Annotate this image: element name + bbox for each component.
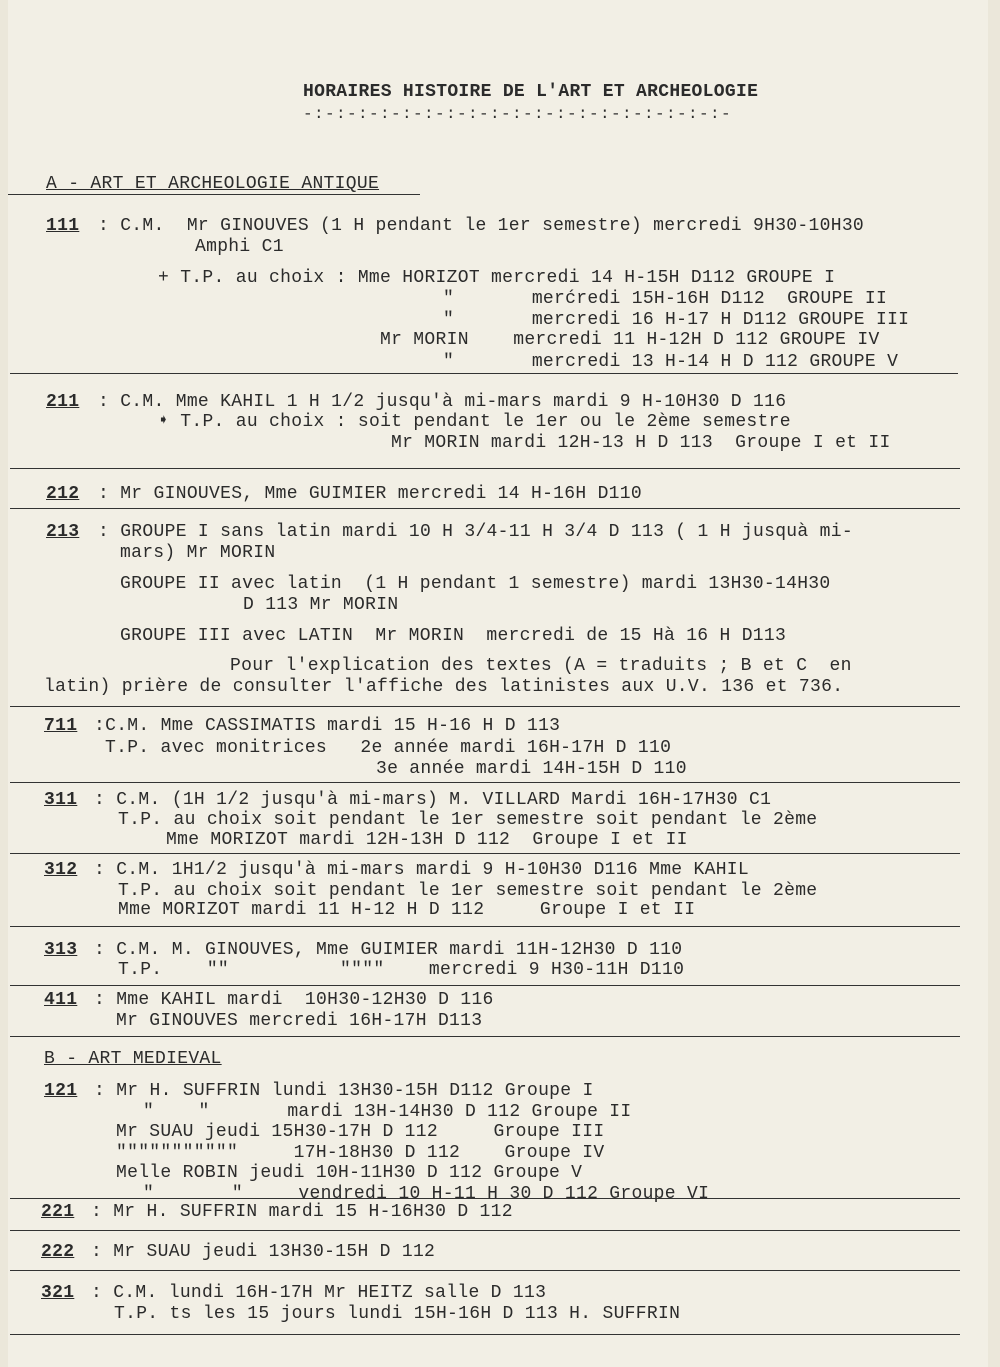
- divider: [10, 373, 958, 374]
- divider: [10, 706, 960, 707]
- course-321-line: T.P. ts les 15 jours lundi 15H-16H D 113 H. SUFFRIN: [114, 1304, 681, 1324]
- course-213-line: D 113 Mr MORIN: [243, 595, 399, 615]
- course-121-line: """"""""""" 17H-18H30 D 112 Groupe IV: [116, 1143, 605, 1163]
- course-212-line: : Mr GINOUVES, Mme GUIMIER mercredi 14 H-16H D110: [98, 484, 642, 504]
- divider: [10, 985, 960, 986]
- document-page: [8, 0, 988, 1367]
- course-312-line: : C.M. 1H1/2 jusqu'à mi-mars mardi 9 H-10H30 D116 Mme KAHIL: [94, 860, 750, 880]
- course-number-213: 213: [46, 522, 80, 542]
- course-number-411: 411: [44, 990, 78, 1010]
- course-number-212: 212: [46, 484, 80, 504]
- course-111-line: " mercredi 16 H-17 H D112 GROUPE III: [443, 310, 910, 330]
- course-111-line: Amphi C1: [195, 237, 284, 257]
- course-number-222: 222: [41, 1242, 75, 1262]
- divider: [8, 194, 420, 195]
- divider: [10, 1198, 960, 1199]
- course-number-221: 221: [41, 1202, 75, 1222]
- course-213-line: mars) Mr MORIN: [120, 543, 276, 563]
- course-311-line: Mme MORIZOT mardi 12H-13H D 112 Groupe I et II: [166, 830, 688, 850]
- page-title: HORAIRES HISTOIRE DE L'ART ET ARCHEOLOGIE: [303, 82, 759, 102]
- divider: [10, 1230, 960, 1231]
- divider: [10, 926, 960, 927]
- course-111-line: " mercredi 13 H-14 H D 112 GROUPE V: [443, 352, 899, 372]
- course-411-line: : Mme KAHIL mardi 10H30-12H30 D 116: [94, 990, 494, 1010]
- divider: [10, 1334, 960, 1335]
- course-number-321: 321: [41, 1283, 75, 1303]
- course-313-line: : C.M. M. GINOUVES, Mme GUIMIER mardi 11H-12H30 D 110: [94, 940, 683, 960]
- course-number-312: 312: [44, 860, 78, 880]
- course-number-711: 711: [44, 716, 78, 736]
- divider: [10, 1036, 960, 1037]
- course-111-line: Mr MORIN mercredi 11 H-12H D 112 GROUPE IV: [380, 330, 880, 350]
- course-number-111: 111: [46, 216, 80, 236]
- course-312-line: Mme MORIZOT mardi 11 H-12 H D 112 Groupe I et II: [118, 900, 696, 920]
- course-121-line: " " mardi 13H-14H30 D 112 Groupe II: [143, 1102, 632, 1122]
- course-111-line: + T.P. au choix : Mme HORIZOT mercredi 14 H-15H D112 GROUPE I: [158, 268, 836, 288]
- divider: [10, 1270, 960, 1271]
- divider: [10, 468, 960, 469]
- course-213-line: latin) prière de consulter l'affiche des latinistes aux U.V. 136 et 736.: [44, 677, 844, 697]
- course-213-line: GROUPE III avec LATIN Mr MORIN mercredi de 15 Hà 16 H D113: [120, 626, 787, 646]
- course-number-121: 121: [44, 1081, 78, 1101]
- course-number-211: 211: [46, 392, 80, 412]
- course-311-line: T.P. au choix soit pendant le 1er semestre soit pendant le 2ème: [118, 810, 818, 830]
- course-213-line: Pour l'explication des textes (A = traduits ; B et C en: [230, 656, 852, 676]
- section-a-heading: A - ART ET ARCHEOLOGIE ANTIQUE: [46, 174, 380, 194]
- course-313-line: T.P. "" """" mercredi 9 H30-11H D110: [118, 960, 685, 980]
- course-221-line: : Mr H. SUFFRIN mardi 15 H-16H30 D 112: [91, 1202, 513, 1222]
- course-number-313: 313: [44, 940, 78, 960]
- course-711-line: 3e année mardi 14H-15H D 110: [376, 759, 687, 779]
- divider: [10, 782, 960, 783]
- course-211-line: ➧ T.P. au choix : soit pendant le 1er ou le 2ème semestre: [158, 412, 791, 432]
- course-111-line: " merćredi 15H-16H D112 GROUPE II: [443, 289, 888, 309]
- course-121-line: Mr SUAU jeudi 15H30-17H D 112 Groupe III: [116, 1122, 605, 1142]
- course-number-311: 311: [44, 790, 78, 810]
- course-121-line: " " vendredi 10 H-11 H 30 D 112 Groupe VI: [143, 1184, 710, 1204]
- course-711-line: :C.M. Mme CASSIMATIS mardi 15 H-16 H D 113: [94, 716, 561, 736]
- course-312-line: T.P. au choix soit pendant le 1er semestre soit pendant le 2ème: [118, 881, 818, 901]
- course-211-line: Mr MORIN mardi 12H-13 H D 113 Groupe I et II: [391, 433, 891, 453]
- course-711-line: T.P. avec monitrices 2e année mardi 16H-17H D 110: [105, 738, 672, 758]
- divider: [10, 853, 960, 854]
- course-213-line: GROUPE II avec latin (1 H pendant 1 semestre) mardi 13H30-14H30: [120, 574, 831, 594]
- course-121-line: Melle ROBIN jeudi 10H-11H30 D 112 Groupe V: [116, 1163, 583, 1183]
- course-211-line: : C.M. Mme KAHIL 1 H 1/2 jusqu'à mi-mars mardi 9 H-10H30 D 116: [98, 392, 787, 412]
- course-111-line: : C.M. Mr GINOUVES (1 H pendant le 1er semestre) mercredi 9H30-10H30: [98, 216, 865, 236]
- course-321-line: : C.M. lundi 16H-17H Mr HEITZ salle D 113: [91, 1283, 547, 1303]
- course-222-line: : Mr SUAU jeudi 13H30-15H D 112: [91, 1242, 436, 1262]
- course-311-line: : C.M. (1H 1/2 jusqu'à mi-mars) M. VILLARD Mardi 16H-17H30 C1: [94, 790, 772, 810]
- course-121-line: : Mr H. SUFFRIN lundi 13H30-15H D112 Groupe I: [94, 1081, 594, 1101]
- section-b-heading: B - ART MEDIEVAL: [44, 1049, 222, 1069]
- title-underline: -:-:-:-:-:-:-:-:-:-:-:-:-:-:-:-:-:-:-:-: [303, 105, 733, 123]
- course-411-line: Mr GINOUVES mercredi 16H-17H D113: [116, 1011, 483, 1031]
- course-213-line: : GROUPE I sans latin mardi 10 H 3/4-11 H 3/4 D 113 ( 1 H jusquà mi-: [98, 522, 853, 542]
- divider: [10, 508, 960, 509]
